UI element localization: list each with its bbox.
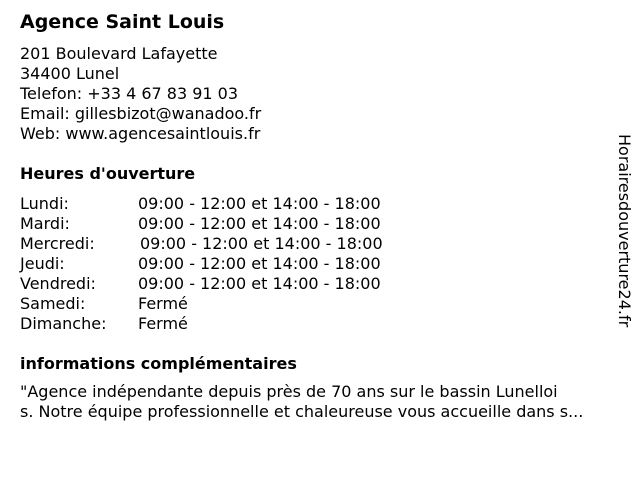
info-line-1: "Agence indépendante depuis près de 70 ans sur le bassin Lunelloi bbox=[20, 382, 558, 401]
website-link[interactable]: Web: www.agencesaintlouis.fr bbox=[20, 124, 261, 143]
time-value: 09:00 - 12:00 et 14:00 - 18:00 bbox=[138, 274, 381, 293]
day-label: Vendredi: bbox=[20, 274, 96, 293]
day-label: Lundi: bbox=[20, 194, 69, 213]
time-value: Fermé bbox=[138, 314, 188, 333]
info-heading: informations complémentaires bbox=[20, 354, 297, 373]
time-value: 09:00 - 12:00 et 14:00 - 18:00 bbox=[138, 254, 381, 273]
address-line-1: 201 Boulevard Lafayette bbox=[20, 44, 218, 63]
contact-block bbox=[20, 44, 261, 144]
time-value: Fermé bbox=[138, 294, 188, 313]
info-line-2: s. Notre équipe professionnelle et chaleureuse vous accueille dans s... bbox=[20, 402, 584, 421]
day-label: Dimanche: bbox=[20, 314, 107, 333]
time-value: 09:00 - 12:00 et 14:00 - 18:00 bbox=[140, 234, 383, 253]
time-value: 09:00 - 12:00 et 14:00 - 18:00 bbox=[138, 214, 381, 233]
day-label: Samedi: bbox=[20, 294, 86, 313]
info-description bbox=[20, 382, 632, 422]
day-label: Mercredi: bbox=[20, 234, 95, 253]
day-label: Jeudi: bbox=[20, 254, 65, 273]
business-name: Agence Saint Louis bbox=[20, 11, 225, 33]
site-watermark: Horairesdouverture24.fr bbox=[615, 134, 634, 328]
address-line-2: 34400 Lunel bbox=[20, 64, 120, 83]
time-value: 09:00 - 12:00 et 14:00 - 18:00 bbox=[138, 194, 381, 213]
day-label: Mardi: bbox=[20, 214, 70, 233]
phone-number[interactable]: Telefon: +33 4 67 83 91 03 bbox=[20, 84, 239, 103]
email-address[interactable]: Email: gillesbizot@wanadoo.fr bbox=[20, 104, 262, 123]
hours-heading: Heures d'ouverture bbox=[20, 164, 196, 183]
